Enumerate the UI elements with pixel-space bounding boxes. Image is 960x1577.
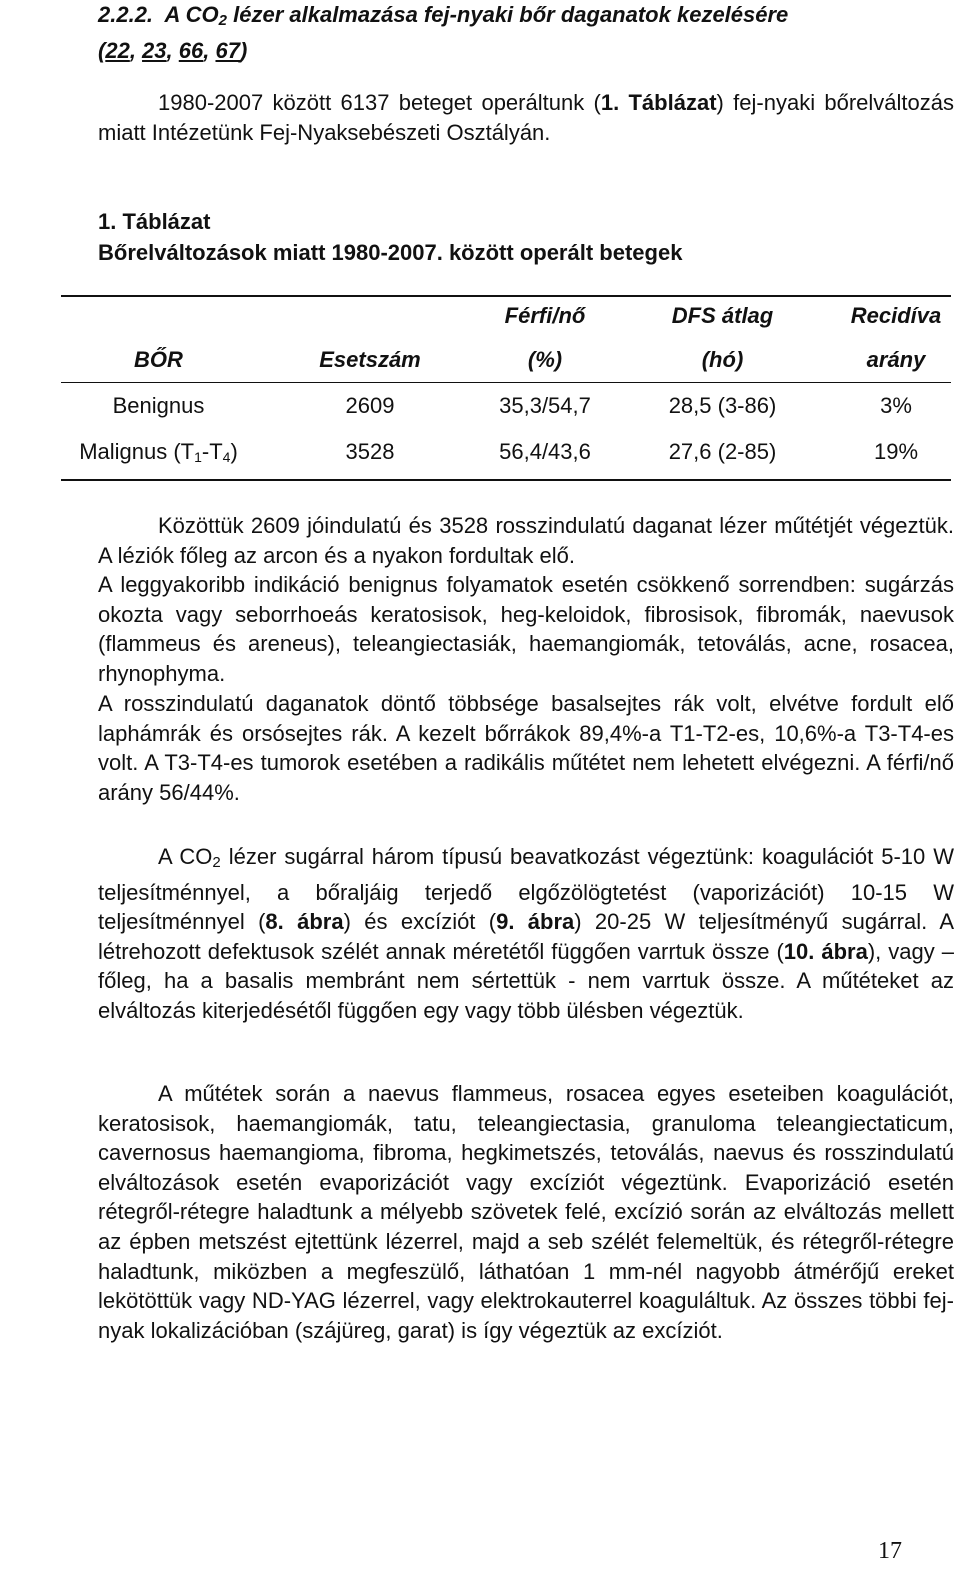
section-number: 2.2.2. [98,2,154,27]
reference-link-66[interactable]: 66 [178,38,204,63]
body-paragraph: A műtétek során a naevus flammeus, rosacea egyes eseteiben koagulációt, keratosisok, haemangiomák, tatu, teleangiectasia, granuloma teleangiectaticum, cavernosus haemangioma, fibroma, hegkimetszés, tetoválás, naevus és rosszindulatú elváltozások esetén evaporizációt vagy excíziót végeztünk. Evaporizáció esetén rétegről-rétegre haladtunk a mélyebb szövetek felé, excízió során az elváltozás mellett az épben metszést ejtettünk lézerrel, majd a seb szélét felemeltük, és rétegről-rétegre haladtunk, miközben a megfeszülő, láthatóan 1 mm-nél nagyobb átmérőjű ereket lekötöttük vagy ND-YAG lézerrel, vagy elektrokauterrel koaguláltuk. Az összes többi fej-nyak lokalizációban (szájüreg, garat) is így végeztük az excíziót. [98,1081,954,1343]
header-ratio-line2: (%) [527,347,563,372]
reference-link-23[interactable]: 23 [142,38,167,63]
table-caption-title: Bőrelváltozások miatt 1980-2007. között operált betegek [98,240,683,265]
table-cell-ratio: 35,3/54,7 [499,393,591,418]
figure-reference: 9. ábra [496,909,575,935]
figure-reference: 10. ábra [783,938,868,964]
header-cases: Esetszám [319,347,421,372]
table-top-rule [61,295,951,297]
header-recur-line1: Recidíva [850,303,942,328]
header-ratio-line1: Férfi/nő [504,303,586,328]
heading-text-post: lézer alkalmazása fej-nyaki bőr daganatok kezelésére [227,2,789,27]
table-cell-cases: 3528 [345,439,395,464]
figure-reference: 8. ábra [265,909,344,935]
body-paragraph: A leggyakoribb indikáció benignus folyamatok esetén csökkenő sorrendben: sugárzás okozta vagy seborrhoeás keratosisok, heg-keloidok, fibrosisok, fibromák, naevusok (flammeus és areneus), teleangiectasiák, haemangiomák, tetoválás, acne, rosacea, rhynophyma. [98,572,954,686]
table-cell-recur: 19% [873,439,919,464]
heading-text-pre: A CO [164,2,219,27]
table-cell-recur: 3% [880,393,912,418]
heading-subscript: 2 [218,12,227,29]
table-caption [98,206,898,268]
table-reference: 1. Táblázat [600,90,717,115]
table-cell-dfs: 28,5 (3-86) [668,393,777,418]
table-caption-number: 1. Táblázat [98,209,211,234]
intro-paragraph: 1980-2007 között 6137 beteget operáltunk (1. Táblázat) fej-nyaki bőrelváltozás miatt Intézetünk Fej-Nyaksebészeti Osztályán. [98,90,955,145]
reference-link-67[interactable]: 67 [215,38,240,63]
header-skin: BŐR [134,347,183,372]
table-cell-cases: 2609 [345,393,395,418]
table-cell-ratio: 56,4/43,6 [499,439,591,464]
header-dfs-line1: DFS átlag [671,303,774,328]
table-cell-label: Malignus (T1-T4) [79,439,238,465]
table-cell-label: Benignus [112,393,205,418]
table-bottom-rule [61,479,951,481]
body-paragraph: A rosszindulatú daganatok döntő többsége basalsejtes rák volt, elvétve fordult elő laphámrák és orsósejtes rák. A kezelt bőrrákok 89,4%-a T1-T2-es, 10,6%-a T3-T4-es volt. A T3-T4-es tumorok esetében a radikális műtétet nem lehetett elvégezni. A férfi/nő arány 56/44%. [98,691,954,805]
header-recur-line2: arány [866,347,926,372]
section-heading: 2.2.2. A $CO_2$ lézer alkalmazása fej-nyaki bőr daganatok kezelésére (22, 23, 66, 67) [98,2,789,63]
header-dfs-line2: (hó) [701,347,744,372]
body-paragraph: A $CO_2$ lézer sugárral három típusú beavatkozást végeztünk: koagulációt 5-10 W teljesítménnyel, a bőraljáig terjedő elgőzölögtetést (vaporizációt) 10-15 W teljesítménnyel (8. ábra) és excíziót (9. ábra) 20-25 W teljesítményű sugárral. A létrehozott defektusok szélét annak méretétől függően varrtuk össze (10. ábra), vagy – főleg, ha a basalis membránt nem sértettük - nem varrtuk össze. A műtéteket az elváltozás kiterjedésétől függően egy vagy több ülésben végeztük. [98,844,955,1023]
body-paragraph: Közöttük 2609 jóindulatú és 3528 rosszindulatú daganat lézer műtétjét végeztük. A léziók főleg az arcon és a nyakon fordultak elő. [98,513,954,568]
page-number: 17 [878,1538,902,1564]
table-header-rule [61,382,951,383]
reference-link-22[interactable]: 22 [105,38,130,63]
table-cell-dfs: 27,6 (2-85) [668,439,777,464]
